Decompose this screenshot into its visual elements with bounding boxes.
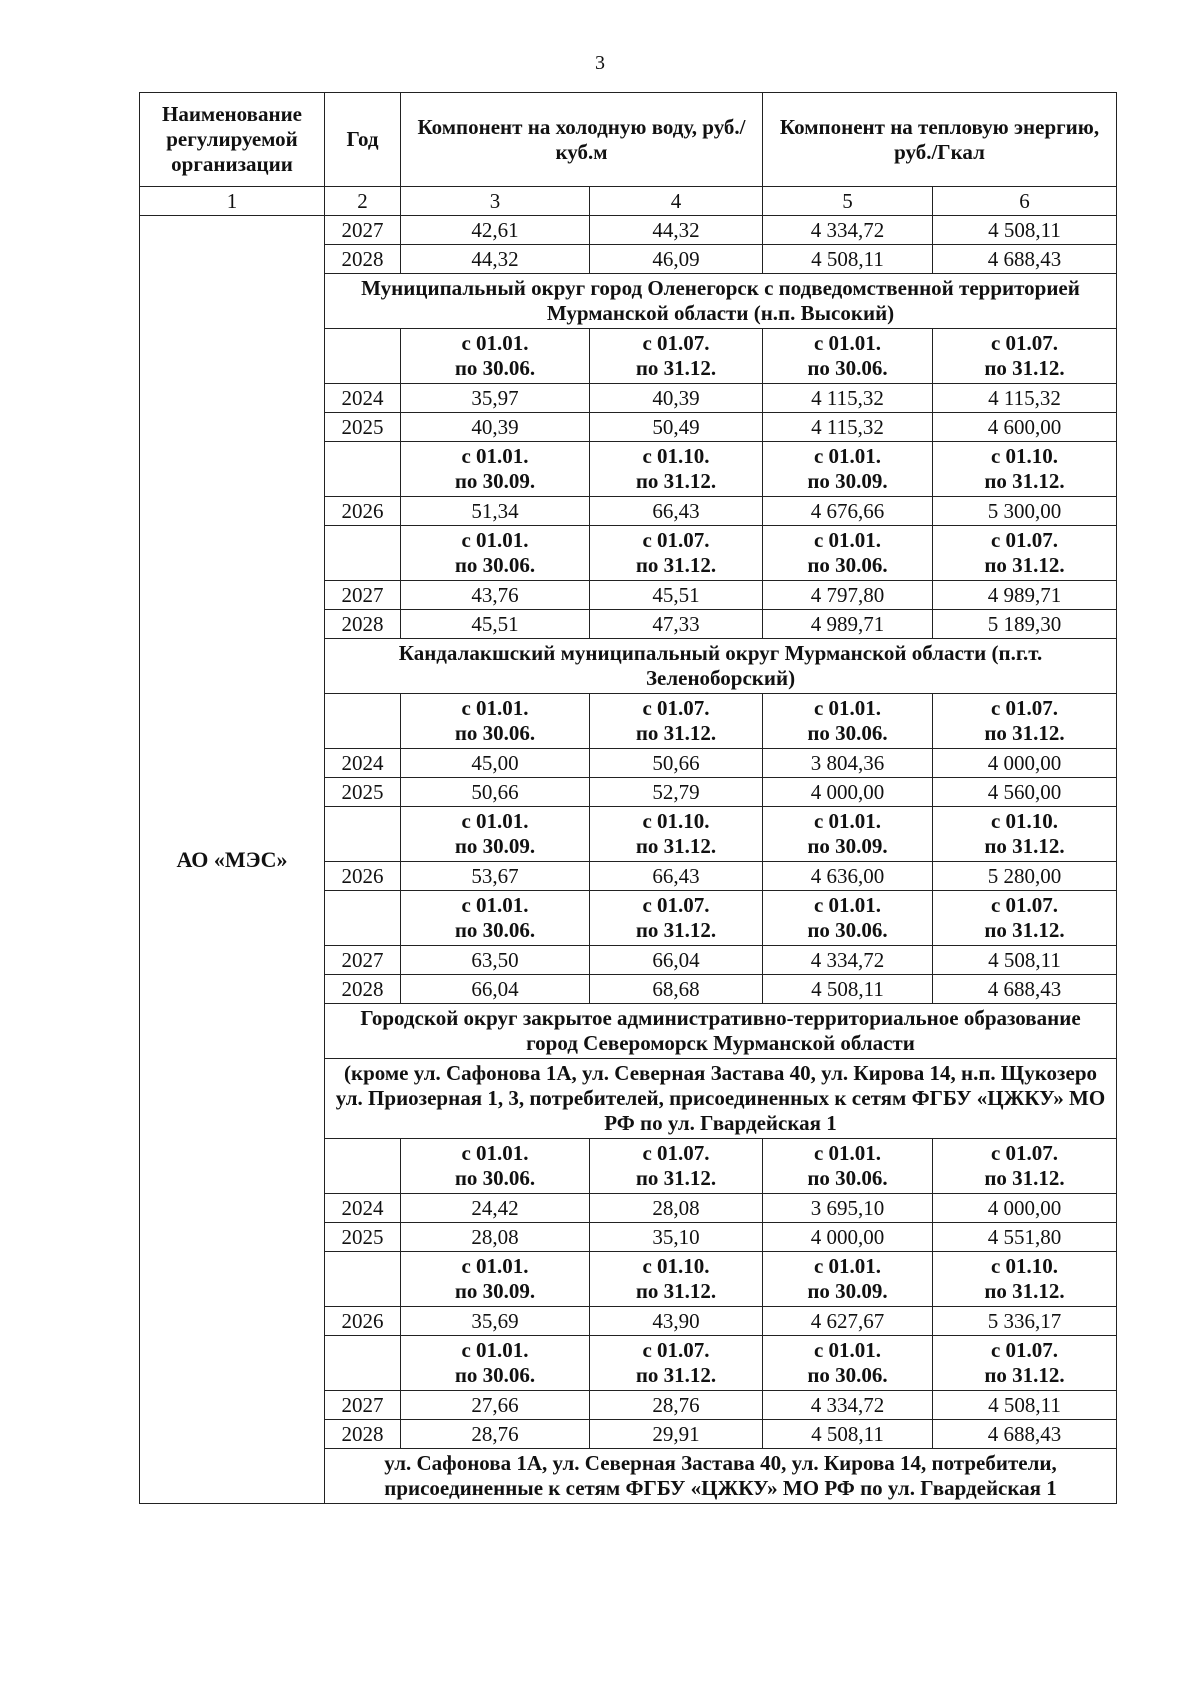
year-cell: 2026 [325,862,401,891]
value-cell: 4 989,71 [933,581,1117,610]
value-cell: 4 508,11 [763,975,933,1004]
period-start: с 01.01. [813,809,882,833]
period-start: с 01.01. [813,1254,882,1278]
year-cell: 2024 [325,749,401,778]
period-start: с 01.10. [990,444,1059,468]
period-cell [933,442,1117,497]
period-end: по 30.06. [454,1166,536,1190]
period-start: с 01.01. [813,696,882,720]
section-title: Городской округ закрытое административно-территориальное образование город Североморск Мурманской области [325,1004,1117,1059]
period-start: с 01.01. [461,696,529,720]
value-cell: 24,42 [401,1194,590,1223]
table-row [140,216,1117,245]
period-end: по 31.12. [635,1166,717,1190]
period-cell [933,694,1117,749]
period-start: с 01.07. [990,1141,1059,1165]
period-start: с 01.07. [642,528,710,552]
period-cell [590,1252,763,1307]
value-cell: 45,51 [590,581,763,610]
period-end: по 31.12. [635,1279,717,1303]
period-cell [401,1252,590,1307]
period-start: с 01.01. [461,444,529,468]
year-cell: 2027 [325,581,401,610]
period-cell [401,1139,590,1194]
period-start: с 01.01. [813,528,882,552]
year-cell: 2028 [325,1420,401,1449]
value-cell: 35,10 [590,1223,763,1252]
period-end: по 30.06. [807,356,888,380]
period-start: с 01.07. [990,528,1059,552]
value-cell: 35,69 [401,1307,590,1336]
table-body [140,216,1117,1504]
year-cell: 2028 [325,975,401,1004]
period-cell [401,807,590,862]
value-cell: 4 508,11 [933,216,1117,245]
value-cell: 4 508,11 [933,946,1117,975]
period-start: с 01.07. [642,696,710,720]
section-title: ул. Сафонова 1А, ул. Северная Застава 40, ул. Кирова 14, потребители, присоединенные к сетям ФГБУ «ЦЖКУ» МО РФ по ул. Гвардейская 1 [325,1449,1117,1504]
value-cell: 4 508,11 [763,1420,933,1449]
period-cell [763,807,933,862]
empty-year-cell [325,891,401,946]
value-cell: 4 600,00 [933,413,1117,442]
period-start: с 01.07. [990,331,1059,355]
header-heat-energy: Компонент на тепловую энергию, руб./Гкал [763,93,1117,187]
period-end: по 30.06. [807,1363,888,1387]
value-cell: 5 300,00 [933,497,1117,526]
period-start: с 01.07. [990,1338,1059,1362]
period-end: по 30.06. [807,553,888,577]
period-end: по 31.12. [635,918,717,942]
period-cell [763,1336,933,1391]
period-start: с 01.01. [813,893,882,917]
period-end: по 31.12. [984,1166,1065,1190]
year-cell: 2024 [325,1194,401,1223]
period-cell [763,694,933,749]
value-cell: 4 688,43 [933,975,1117,1004]
header-year: Год [325,93,401,187]
empty-year-cell [325,694,401,749]
value-cell: 50,49 [590,413,763,442]
period-start: с 01.07. [990,696,1059,720]
period-start: с 01.01. [461,331,529,355]
period-start: с 01.07. [642,1338,710,1362]
period-end: по 30.06. [454,1363,536,1387]
empty-year-cell [325,1336,401,1391]
column-number: 1 [140,187,325,216]
value-cell: 45,00 [401,749,590,778]
period-cell [933,1139,1117,1194]
value-cell: 4 560,00 [933,778,1117,807]
value-cell: 5 280,00 [933,862,1117,891]
period-start: с 01.10. [990,809,1059,833]
period-start: с 01.01. [813,331,882,355]
period-end: по 31.12. [635,469,717,493]
empty-year-cell [325,442,401,497]
value-cell: 28,08 [401,1223,590,1252]
value-cell: 28,08 [590,1194,763,1223]
value-cell: 4 508,11 [763,245,933,274]
section-title: Муниципальный округ город Оленегорск с подведомственной территорией Мурманской области (н.п. Высокий) [325,274,1117,329]
value-cell: 4 334,72 [763,1391,933,1420]
value-cell: 4 334,72 [763,216,933,245]
period-cell [763,442,933,497]
year-cell: 2025 [325,778,401,807]
period-start: с 01.01. [461,528,529,552]
period-end: по 31.12. [984,356,1065,380]
period-start: с 01.07. [642,893,710,917]
period-cell [401,891,590,946]
period-cell [590,807,763,862]
value-cell: 4 334,72 [763,946,933,975]
period-cell [590,526,763,581]
period-end: по 30.09. [807,1279,888,1303]
value-cell: 4 000,00 [933,1194,1117,1223]
period-start: с 01.07. [642,1141,710,1165]
column-number: 6 [933,187,1117,216]
period-cell [763,1139,933,1194]
period-cell [933,1336,1117,1391]
period-end: по 30.06. [454,356,536,380]
empty-year-cell [325,1252,401,1307]
value-cell: 4 000,00 [933,749,1117,778]
period-cell [763,526,933,581]
period-start: с 01.01. [813,1338,882,1362]
value-cell: 4 000,00 [763,1223,933,1252]
value-cell: 5 189,30 [933,610,1117,639]
period-cell [933,1252,1117,1307]
period-cell [401,694,590,749]
column-number: 5 [763,187,933,216]
period-start: с 01.01. [813,1141,882,1165]
period-end: по 31.12. [984,918,1065,942]
period-cell [590,442,763,497]
period-end: по 30.09. [807,469,888,493]
value-cell: 3 804,36 [763,749,933,778]
period-end: по 31.12. [984,834,1065,858]
value-cell: 44,32 [590,216,763,245]
value-cell: 4 676,66 [763,497,933,526]
section-title: Кандалакшский муниципальный округ Мурманской области (п.г.т. Зеленоборский) [325,639,1117,694]
value-cell: 29,91 [590,1420,763,1449]
period-end: по 31.12. [984,469,1065,493]
column-number: 4 [590,187,763,216]
value-cell: 50,66 [401,778,590,807]
period-end: по 31.12. [635,553,717,577]
period-end: по 31.12. [635,721,717,745]
period-start: с 01.10. [642,444,710,468]
period-end: по 31.12. [635,356,717,380]
year-cell: 2026 [325,497,401,526]
period-end: по 30.09. [807,834,888,858]
value-cell: 66,04 [401,975,590,1004]
period-end: по 31.12. [984,553,1065,577]
period-cell [763,329,933,384]
column-number-row [140,187,1117,216]
period-start: с 01.07. [990,893,1059,917]
period-start: с 01.10. [642,1254,710,1278]
period-start: с 01.01. [461,1254,529,1278]
year-cell: 2027 [325,946,401,975]
value-cell: 43,90 [590,1307,763,1336]
period-end: по 31.12. [635,834,717,858]
value-cell: 4 636,00 [763,862,933,891]
year-cell: 2025 [325,1223,401,1252]
value-cell: 47,33 [590,610,763,639]
period-end: по 31.12. [635,1363,717,1387]
period-cell [590,329,763,384]
period-end: по 31.12. [984,1279,1065,1303]
value-cell: 27,66 [401,1391,590,1420]
tariff-table [139,92,1117,1504]
period-cell [933,526,1117,581]
period-cell [590,1139,763,1194]
year-cell: 2027 [325,216,401,245]
period-cell [933,891,1117,946]
value-cell: 51,34 [401,497,590,526]
period-start: с 01.07. [642,331,710,355]
period-cell [763,1252,933,1307]
year-cell: 2027 [325,1391,401,1420]
year-cell: 2024 [325,384,401,413]
value-cell: 63,50 [401,946,590,975]
page-number: 3 [595,52,605,74]
value-cell: 4 115,32 [933,384,1117,413]
period-end: по 30.09. [454,1279,536,1303]
value-cell: 4 508,11 [933,1391,1117,1420]
value-cell: 4 688,43 [933,245,1117,274]
value-cell: 53,67 [401,862,590,891]
period-start: с 01.01. [813,444,882,468]
period-cell [590,694,763,749]
value-cell: 4 797,80 [763,581,933,610]
value-cell: 42,61 [401,216,590,245]
value-cell: 68,68 [590,975,763,1004]
period-end: по 30.06. [807,721,888,745]
value-cell: 3 695,10 [763,1194,933,1223]
period-cell [933,807,1117,862]
year-cell: 2026 [325,1307,401,1336]
value-cell: 44,32 [401,245,590,274]
empty-year-cell [325,526,401,581]
value-cell: 4 989,71 [763,610,933,639]
column-number: 2 [325,187,401,216]
period-end: по 30.06. [807,918,888,942]
empty-year-cell [325,1139,401,1194]
period-cell [933,329,1117,384]
value-cell: 4 115,32 [763,384,933,413]
value-cell: 5 336,17 [933,1307,1117,1336]
period-end: по 30.06. [454,918,536,942]
value-cell: 46,09 [590,245,763,274]
value-cell: 40,39 [401,413,590,442]
period-end: по 31.12. [984,1363,1065,1387]
value-cell: 43,76 [401,581,590,610]
year-cell: 2028 [325,610,401,639]
header-row [140,93,1117,187]
column-number: 3 [401,187,590,216]
value-cell: 4 115,32 [763,413,933,442]
value-cell: 40,39 [590,384,763,413]
value-cell: 4 000,00 [763,778,933,807]
value-cell: 66,43 [590,497,763,526]
value-cell: 28,76 [401,1420,590,1449]
value-cell: 4 551,80 [933,1223,1117,1252]
section-title: (кроме ул. Сафонова 1А, ул. Северная Застава 40, ул. Кирова 14, н.п. Щукозеро ул. Приозерная 1, 3, потребителей, присоединенных к сетям ФГБУ «ЦЖКУ» МО РФ по ул. Гвардейская 1 [325,1059,1117,1139]
value-cell: 52,79 [590,778,763,807]
value-cell: 45,51 [401,610,590,639]
period-cell [401,1336,590,1391]
period-cell [401,329,590,384]
empty-year-cell [325,807,401,862]
period-start: с 01.01. [461,893,529,917]
period-end: по 30.06. [454,721,536,745]
value-cell: 4 627,67 [763,1307,933,1336]
header-cold-water: Компонент на холодную воду, руб./куб.м [401,93,763,187]
period-cell [590,891,763,946]
period-start: с 01.10. [642,809,710,833]
header-organization: Наименование регулируемой организации [140,93,325,187]
period-start: с 01.01. [461,1141,529,1165]
period-end: по 30.09. [454,469,536,493]
period-cell [401,442,590,497]
period-end: по 30.06. [807,1166,888,1190]
period-end: по 30.09. [454,834,536,858]
value-cell: 28,76 [590,1391,763,1420]
period-start: с 01.01. [461,1338,529,1362]
year-cell: 2025 [325,413,401,442]
period-cell [401,526,590,581]
value-cell: 66,43 [590,862,763,891]
period-start: с 01.10. [990,1254,1059,1278]
value-cell: 35,97 [401,384,590,413]
period-cell [590,1336,763,1391]
value-cell: 66,04 [590,946,763,975]
organization-name: АО «МЭС» [140,216,325,1504]
value-cell: 50,66 [590,749,763,778]
period-start: с 01.01. [461,809,529,833]
period-end: по 30.06. [454,553,536,577]
empty-year-cell [325,329,401,384]
year-cell: 2028 [325,245,401,274]
value-cell: 4 688,43 [933,1420,1117,1449]
period-cell [763,891,933,946]
period-end: по 31.12. [984,721,1065,745]
